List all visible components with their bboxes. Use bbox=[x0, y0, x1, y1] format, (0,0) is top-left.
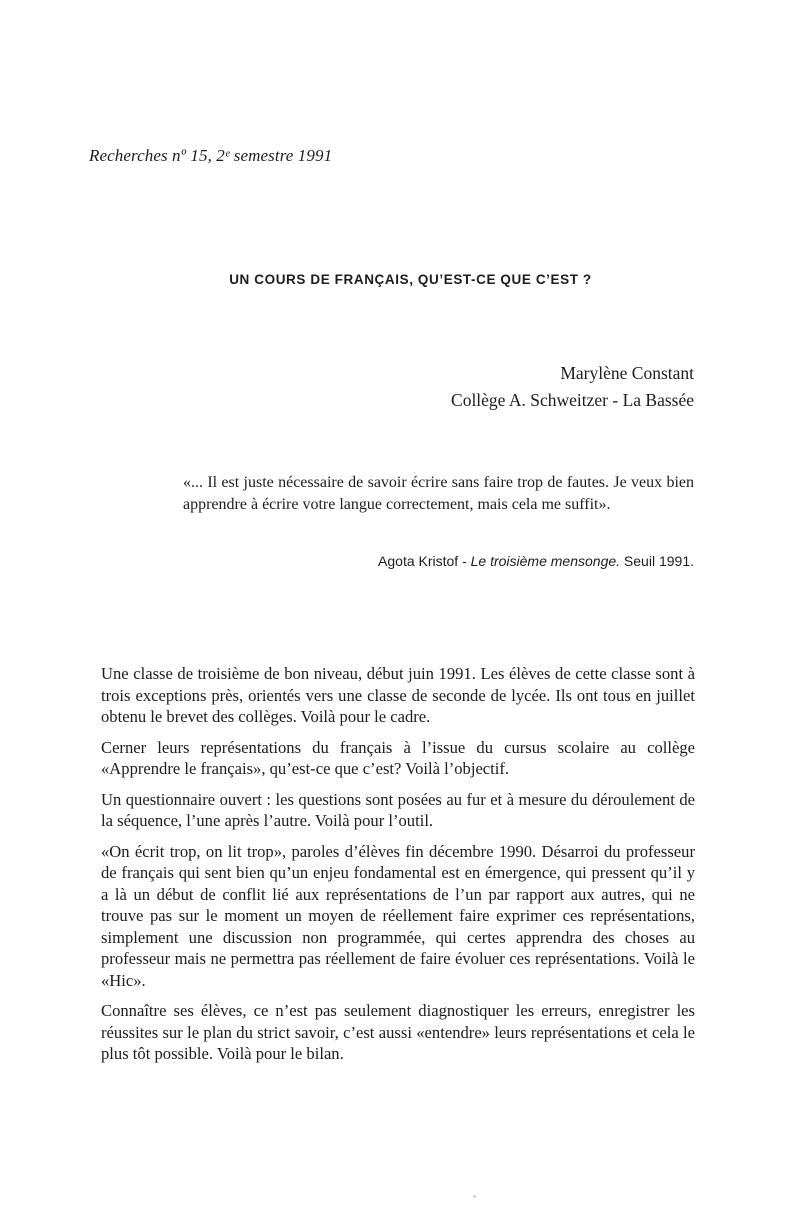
author-name: Marylène Constant bbox=[560, 363, 694, 383]
article-body bbox=[101, 663, 695, 1074]
author-block bbox=[451, 360, 694, 414]
body-paragraph: Une classe de troisième de bon niveau, début juin 1991. Les élèves de cette classe sont à trois exceptions près, orientés vers une classe de seconde de lycée. Ils ont tous en juillet obtenu le brevet des collèges. Voilà pour le cadre. bbox=[101, 664, 695, 726]
body-paragraph: «On écrit trop, on lit trop», paroles d’élèves fin décembre 1990. Désarroi du professeur de français qui sent bien qu’un enjeu fondamental est en émergence, qui pressent qu’il y a là un début de conflit lié aux représentations de l’un par rapport aux autres, qui ne trouve pas sur le moment un moyen de réellement faire exprimer ces représentations, simplement une discussion non programmée, qui certes apprendra des choses au professeur mais ne permettra pas réellement de faire évoluer ces représentations. Voilà le «Hic». bbox=[101, 841, 695, 990]
epigraph-source-publisher: Seuil 1991. bbox=[620, 553, 694, 569]
epigraph-source-author: Agota Kristof - bbox=[378, 553, 471, 569]
article-title: UN COURS DE FRANÇAIS, QU’EST-CE QUE C’EST ? bbox=[229, 272, 592, 287]
epigraph-quote: «... Il est juste nécessaire de savoir écrire sans faire trop de fautes. Je veux bien apprendre à écrire votre langue correctement, mais cela me suffit». bbox=[183, 474, 694, 513]
epigraph-source bbox=[378, 553, 694, 569]
body-paragraph: Cerner leurs représentations du français à l’issue du cursus scolaire au collège «Apprendre le français», qu’est-ce que c’est? Voilà l’objectif. bbox=[101, 737, 695, 778]
body-paragraph: Connaître ses élèves, ce n’est pas seulement diagnostiquer les erreurs, enregistrer les réussites sur le plan du strict savoir, c’est aussi «entendre» leurs représentations et cela le plus tôt possible. Voilà pour le bilan. bbox=[101, 1001, 695, 1063]
journal-reference: Recherches nº 15, 2ᵉ semestre 1991 bbox=[89, 146, 333, 165]
author-affiliation: Collège A. Schweitzer - La Bassée bbox=[451, 390, 694, 410]
scan-speck bbox=[473, 1195, 476, 1198]
epigraph-source-work: Le troisième mensonge. bbox=[470, 553, 621, 569]
body-paragraph: Un questionnaire ouvert : les questions sont posées au fur et à mesure du déroulement de la séquence, l’une après l’autre. Voilà pour l’outil. bbox=[101, 789, 695, 830]
